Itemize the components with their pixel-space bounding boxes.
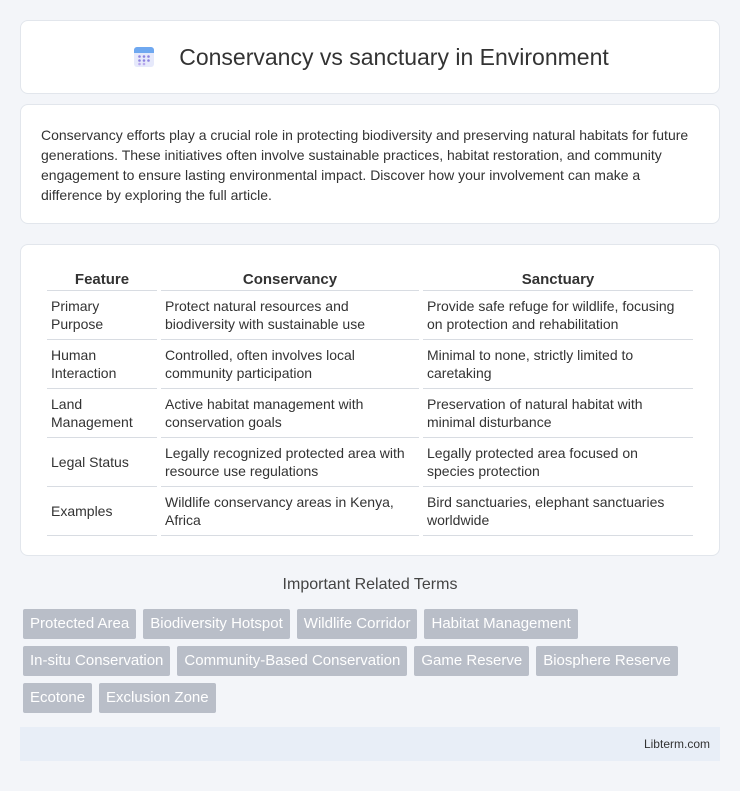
sanctuary-cell: Bird sanctuaries, elephant sanctuaries worldwide — [423, 487, 693, 536]
sanctuary-cell: Legally protected area focused on species protection — [423, 438, 693, 487]
sanctuary-cell: Minimal to none, strictly limited to caretaking — [423, 340, 693, 389]
related-term-tag[interactable]: Game Reserve — [414, 646, 529, 676]
related-term-tag[interactable]: Wildlife Corridor — [297, 609, 418, 639]
table-header-row — [47, 263, 693, 291]
table-row — [47, 438, 693, 487]
conservancy-cell: Controlled, often involves local community participation — [161, 340, 419, 389]
related-term-tag[interactable]: Community-Based Conservation — [177, 646, 407, 676]
intro-card — [20, 104, 720, 224]
column-header-feature: Feature — [47, 263, 157, 291]
sanctuary-cell: Provide safe refuge for wildlife, focusing on protection and rehabilitation — [423, 291, 693, 340]
feature-cell: Legal Status — [47, 438, 157, 487]
footer-brand-link[interactable]: Libterm.com — [643, 737, 710, 751]
conservancy-cell: Legally recognized protected area with resource use regulations — [161, 438, 419, 487]
feature-cell: Land Management — [47, 389, 157, 438]
related-term-tag[interactable]: Biosphere Reserve — [536, 646, 678, 676]
related-terms-title: Important Related Terms — [282, 576, 458, 593]
related-term-tag[interactable]: Ecotone — [23, 683, 92, 713]
intro-text: Conservancy efforts play a crucial role in protecting biodiversity and preserving natural habitats for future generations. These initiatives often involve sustainable practices, habitat restoration, and community engagement to ensure lasting environmental impact. Discover how your involvement can make a difference by exploring the full article. — [41, 127, 689, 203]
header-card — [20, 20, 720, 94]
comparison-table-card — [20, 244, 720, 556]
column-header-conservancy: Conservancy — [161, 263, 419, 291]
conservancy-cell: Active habitat management with conservation goals — [161, 389, 419, 438]
page-title: Conservancy vs sanctuary in Environment — [179, 43, 609, 70]
related-term-tag[interactable]: Biodiversity Hotspot — [143, 609, 290, 639]
feature-cell: Examples — [47, 487, 157, 536]
sanctuary-cell: Preservation of natural habitat with minimal disturbance — [423, 389, 693, 438]
related-term-tag[interactable]: Exclusion Zone — [99, 683, 216, 713]
conservancy-cell: Protect natural resources and biodiversity with sustainable use — [161, 291, 419, 340]
related-term-tag[interactable]: In-situ Conservation — [23, 646, 170, 676]
comparison-table — [43, 263, 697, 536]
table-row — [47, 487, 693, 536]
feature-cell: Human Interaction — [47, 340, 157, 389]
related-term-tag[interactable]: Protected Area — [23, 609, 136, 639]
column-header-sanctuary: Sanctuary — [423, 263, 693, 291]
table-row — [47, 389, 693, 438]
related-term-tag[interactable]: Habitat Management — [424, 609, 577, 639]
footer — [20, 727, 720, 761]
table-row — [47, 291, 693, 340]
related-terms-list — [23, 609, 723, 713]
feature-cell: Primary Purpose — [47, 291, 157, 340]
table-row — [47, 340, 693, 389]
conservancy-cell: Wildlife conservancy areas in Kenya, Africa — [161, 487, 419, 536]
calendar-grid-icon — [131, 44, 157, 70]
